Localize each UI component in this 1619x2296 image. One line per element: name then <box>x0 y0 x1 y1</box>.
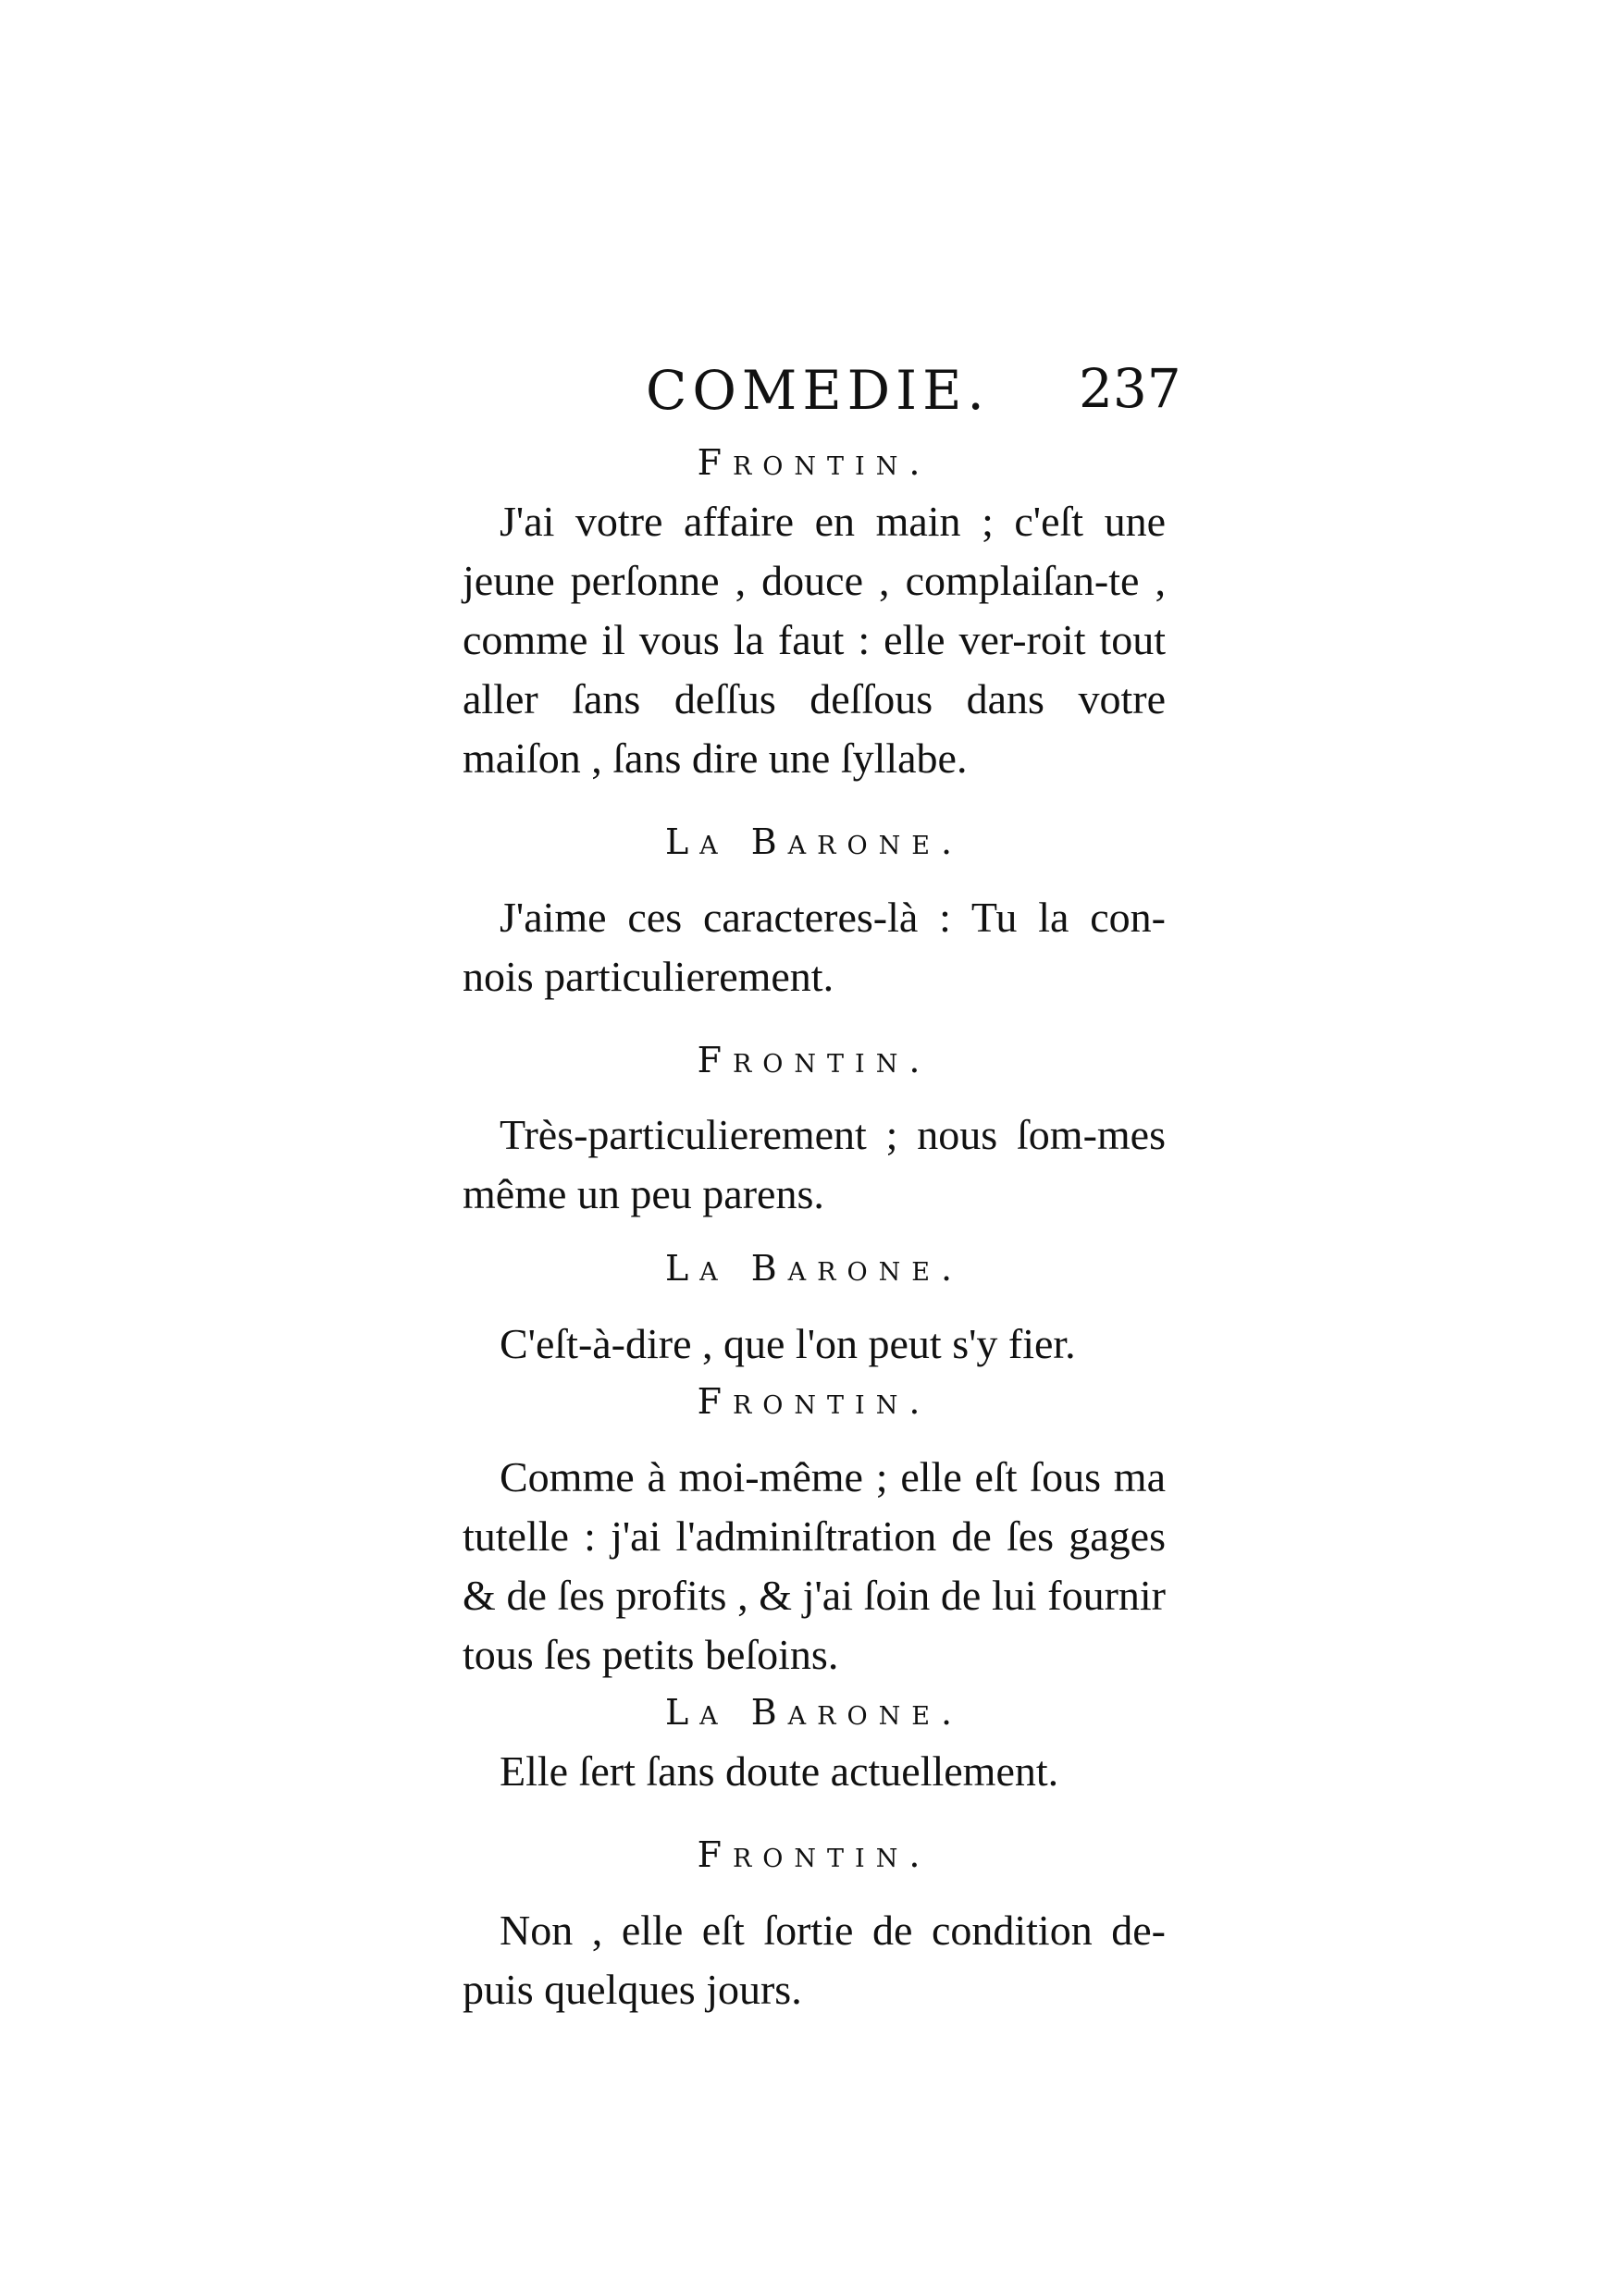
speech-text: J'ai votre affaire en main ; c'eſt une jeune perſonne , douce , complaiſan-te , comme il vous la faut : elle ver-roit tout aller ſans deſſus deſſous dans votre maiſon , ſans dire une ſyllabe. <box>463 497 1166 782</box>
page-number: 237 <box>1079 357 1181 420</box>
speaker-name: Frontin. <box>697 1039 932 1080</box>
speech-text: Comme à moi-même ; elle eſt ſous ma tutelle : j'ai l'adminiſtration de ſes gages & de ſes profits , & j'ai ſoin de lui fournir tous ſes petits beſoins. <box>463 1452 1166 1678</box>
speech-text: Très-particulierement ; nous ſom-mes même un peu parens. <box>463 1111 1166 1218</box>
speaker-name: Frontin. <box>697 1381 932 1423</box>
speech-text: C'eſt-à-dire , que l'on peut s'y fier. <box>500 1320 1076 1368</box>
running-title: COMEDIE. <box>646 359 990 422</box>
speech-text: Non , elle eſt ſortie de condition de-puis quelques jours. <box>463 1906 1166 2013</box>
speech-text: J'aime ces caracteres-là : Tu la con-nois particulierement. <box>463 893 1166 1000</box>
speaker-name: Frontin. <box>697 442 932 483</box>
running-head <box>463 352 1181 435</box>
speaker-name: La Barone. <box>664 821 964 862</box>
page-text <box>463 352 1181 2019</box>
speaker-name: Frontin. <box>697 1833 932 1875</box>
speaker-name: La Barone. <box>664 1691 964 1733</box>
speech-text: Elle ſert ſans doute actuellement. <box>500 1747 1059 1795</box>
speaker-name: La Barone. <box>664 1248 964 1290</box>
